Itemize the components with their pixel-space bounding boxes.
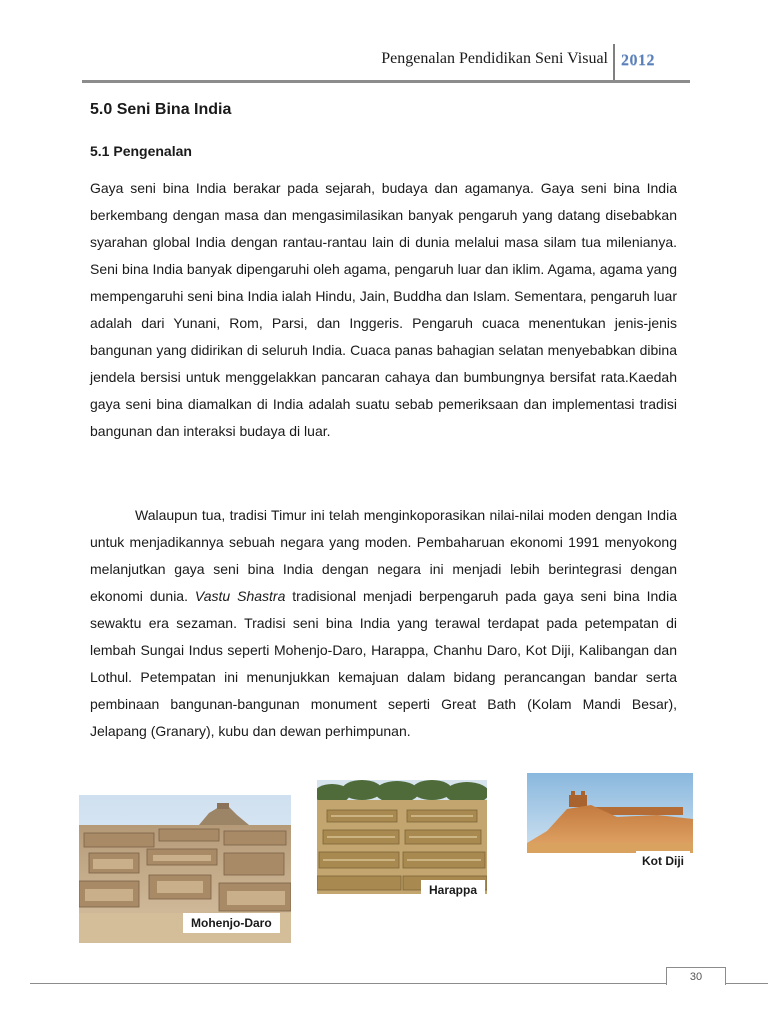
paragraph-modern-part2: tradisional menjadi berpengaruh pada gaya seni bina India sewaktu era sezaman. Tradisi seni bina India yang terawal terdapat pada petempatan di lembah Sungai Indus seperti Mohenjo-Daro, Harappa, Chanhu Daro, Kot Diji, Kalibangan dan Lothul. Petempatan ini menunjukkan kemajuan dalam bidang perancangan bandar serta pembinaan bangunan-bangunan monument seperti Great Bath (Kolam Mandi Besar), Jelapang (Granary), kubu dan dewan perhimpunan. xyxy=(90,588,677,739)
caption-mohenjo-daro: Mohenjo-Daro xyxy=(183,913,280,933)
subsection-title: 5.1 Pengenalan xyxy=(90,143,192,159)
header-title: Pengenalan Pendidikan Seni Visual xyxy=(381,50,608,67)
vastu-shastra-term: Vastu Shastra xyxy=(194,588,286,604)
paragraph-intro: Gaya seni bina India berakar pada sejarah, budaya dan agamanya. Gaya seni bina India berkembang dengan masa dan mengasimilasikan banyak pengaruh yang datang disebabkan syarahan global India dengan rantau-rantau lain di dunia melalui masa silam tua milenianya. Seni bina India banyak dipengaruhi oleh agama, pengaruh luar dan iklim. Agama, agama yang mempengaruhi seni bina India ialah Hindu, Jain, Buddha dan Islam. Sementara, pengaruh luar adalah dari Yunani, Rom, Parsi, dan Inggeris. Pengaruh cuaca menentukan jenis-jenis bangunan yang didirikan di seluruh India. Cuaca panas bahagian selatan menyebabkan dibina jendela bersisi untuk menggelakkan pancaran cahaya dan bumbungnya bersifat rata.Kaedah gaya seni bina diamalkan di India adalah suatu sebab pemeriksaan dan implementasi tradisi bangunan dan interaksi budaya di luar. xyxy=(90,180,677,439)
paragraph-modern-part1: Walaupun tua, tradisi Timur ini telah menginkoporasikan nilai-nilai moden dengan India untuk menjadikannya sebuah negara yang moden. Pembaharuan ekonomi 1991 menyokong melanjutkan gaya seni bina India dengan negara ini menjadi lebih berintegrasi dengan ekonomi dunia. xyxy=(90,507,677,604)
caption-harappa: Harappa xyxy=(421,880,485,900)
header-year: 2012 xyxy=(621,52,655,69)
footer-rule xyxy=(30,983,768,984)
photo-kot-diji xyxy=(527,773,693,853)
photo-harappa xyxy=(317,780,487,894)
header-divider xyxy=(613,44,615,82)
section-title: 5.0 Seni Bina India xyxy=(90,101,232,118)
harappa-image xyxy=(317,780,487,894)
paragraph-modern xyxy=(90,502,677,745)
caption-kot-diji: Kot Diji xyxy=(636,851,690,871)
header-rule xyxy=(82,80,690,83)
kot-diji-image xyxy=(527,773,693,853)
page-number: 30 xyxy=(666,967,726,985)
